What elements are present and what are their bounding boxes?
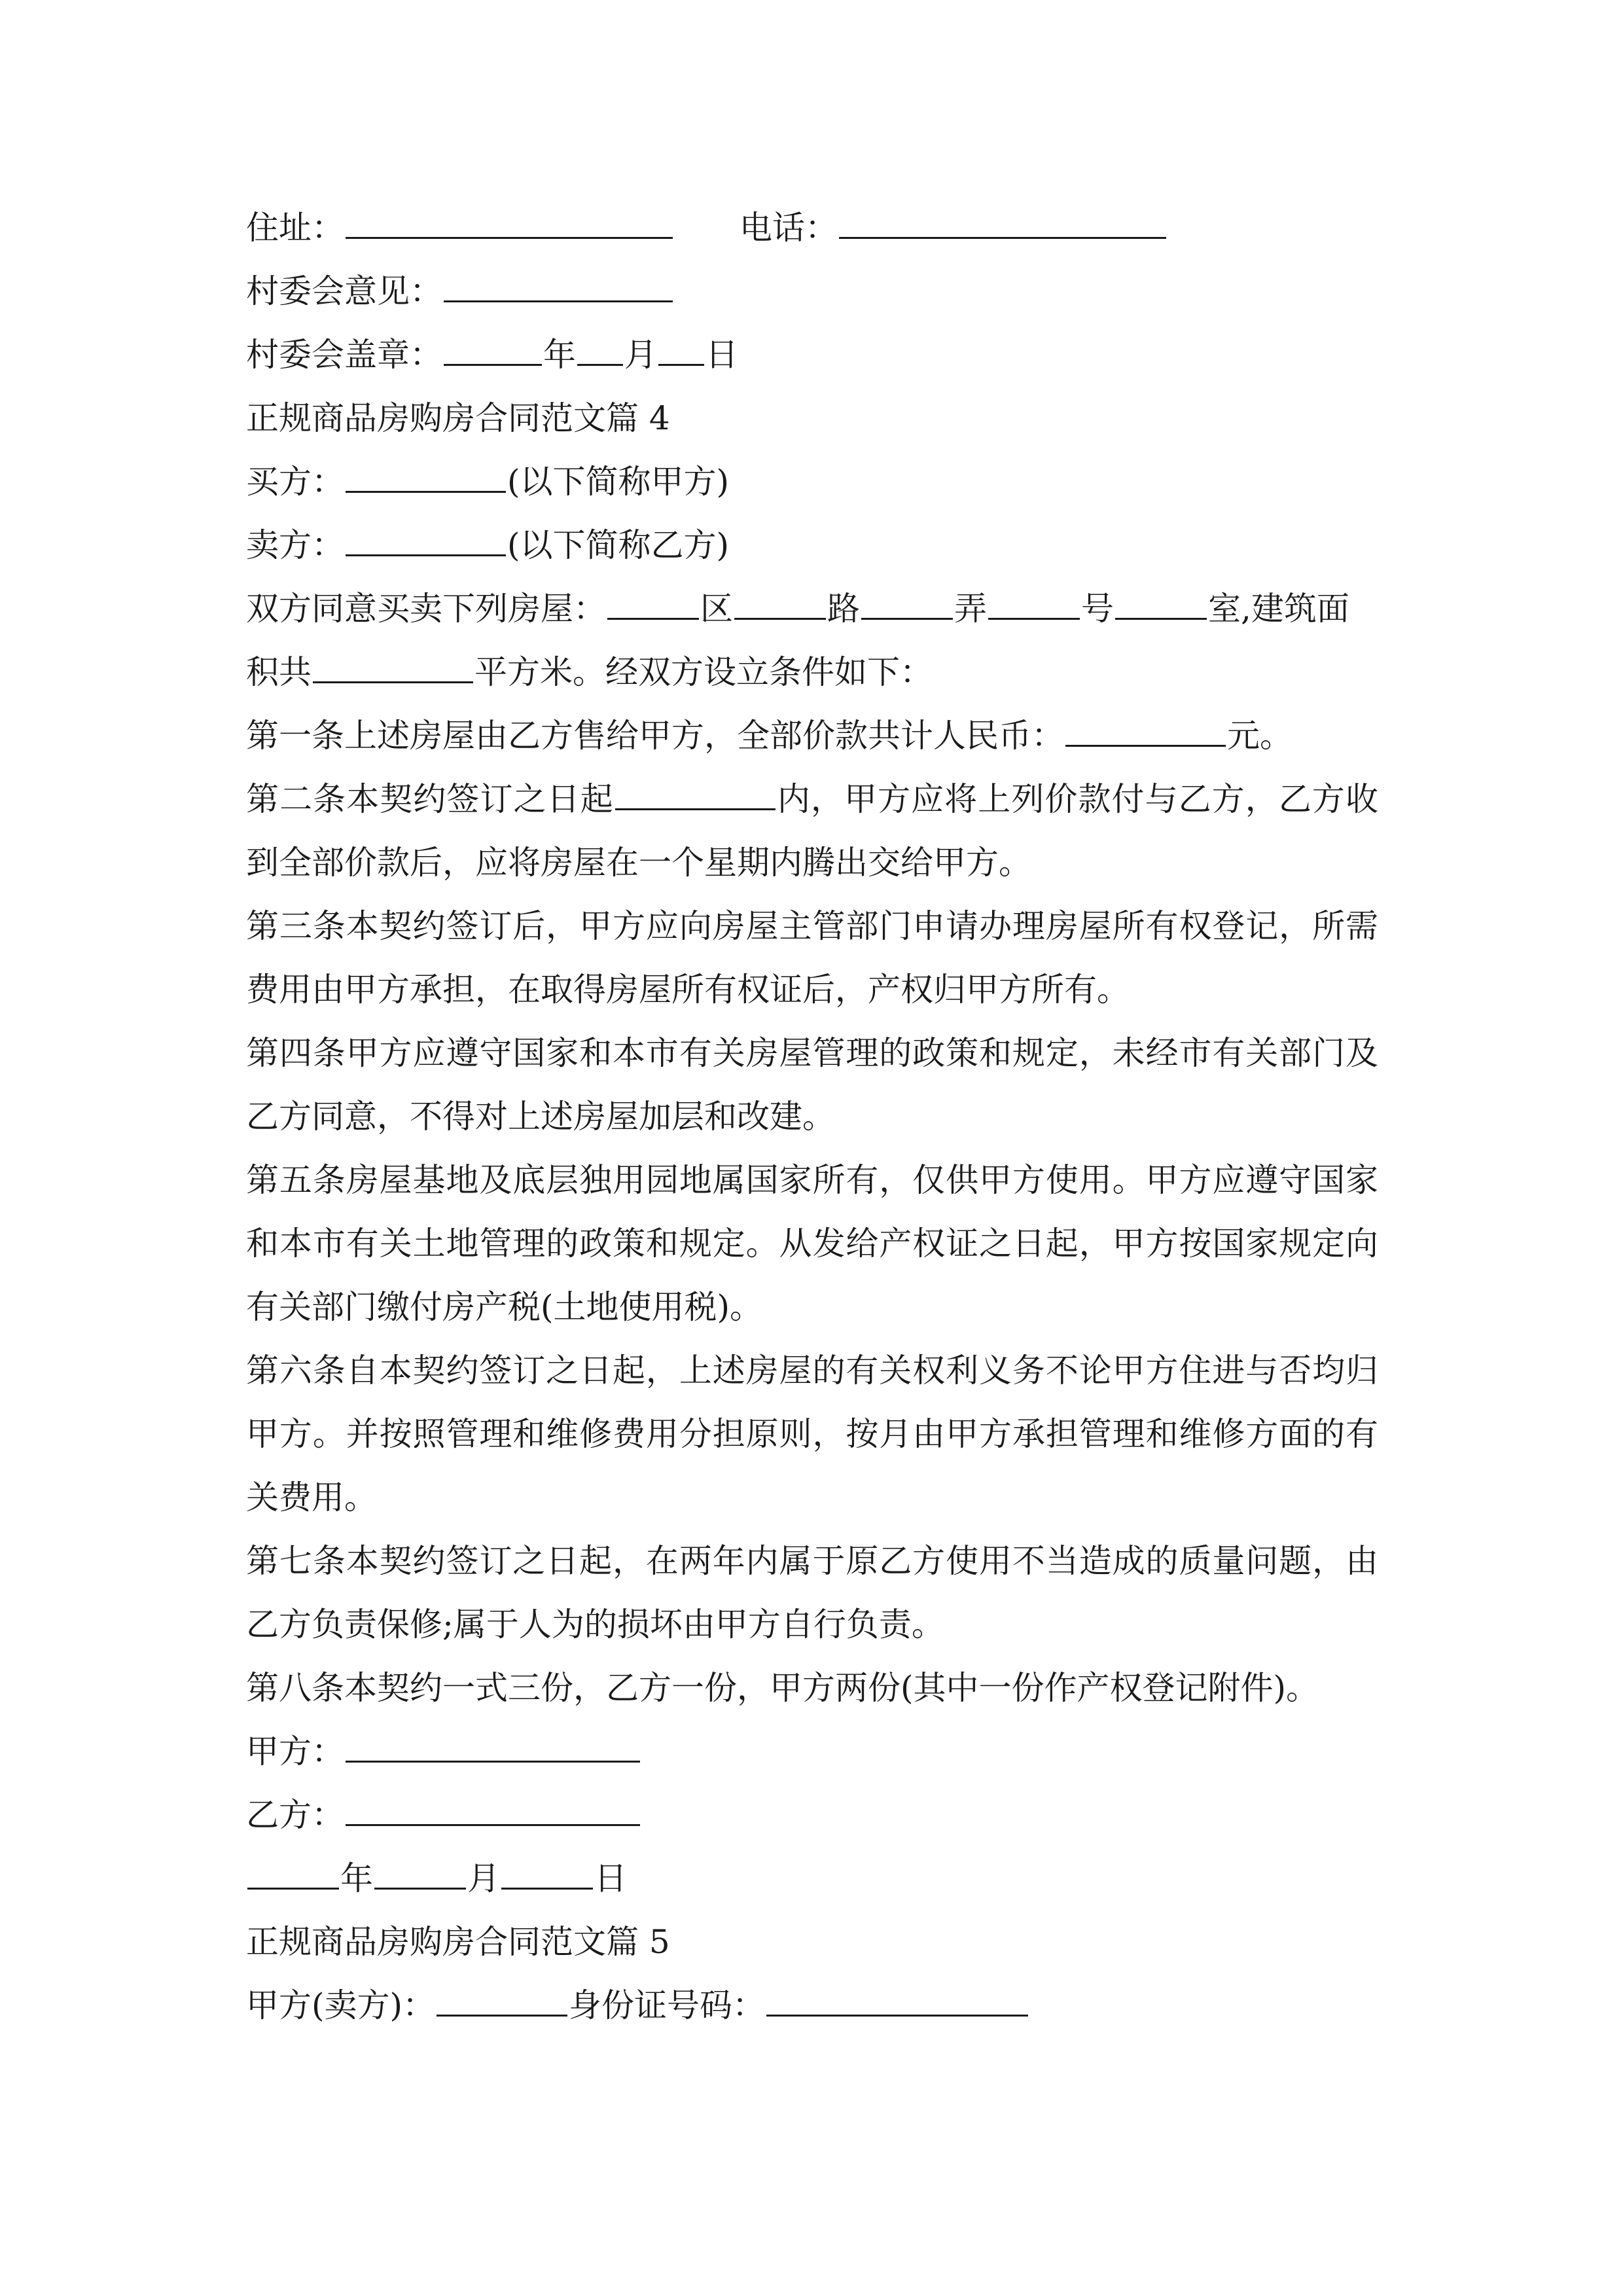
house-intro: 双方同意买卖下列房屋： (246, 590, 606, 628)
id-label: 身份证号码： (569, 1986, 766, 2024)
seal-month-label: 月 (624, 336, 657, 374)
area-line (246, 641, 1378, 704)
road-blank[interactable] (734, 588, 826, 620)
seller-label: 卖方： (246, 526, 344, 564)
id-blank[interactable] (766, 1984, 1028, 2017)
seal-month-blank[interactable] (577, 334, 623, 366)
village-seal-label: 村委会盖章： (246, 336, 442, 374)
article-2 (246, 768, 1378, 895)
buyer-suffix: (以下简称甲方) (507, 463, 730, 501)
signing-date-line (246, 1847, 1378, 1910)
room-blank[interactable] (1115, 588, 1207, 620)
phone-blank[interactable] (839, 207, 1166, 239)
district-label: 区 (700, 590, 733, 628)
village-opinion-line (246, 260, 1378, 323)
party-a-seller-label: 甲方(卖方)： (246, 1986, 436, 2024)
buyer-line (246, 450, 1378, 514)
seal-year-label: 年 (543, 336, 576, 374)
seller-line (246, 514, 1378, 577)
phone-label: 电话： (740, 209, 838, 247)
article-5: 第五条房屋基地及底层独用园地属国家所有，仅供甲方使用。甲方应遵守国家和本市有关土地管理的政策和规定。从发给产权证之日起，甲方按国家规定向有关部门缴付房产税(土地使用税)。 (246, 1161, 1378, 1326)
article-7: 第七条本契约签订之日起，在两年内属于原乙方使用不当造成的质量问题，由乙方负责保修;属于人为的损坏由甲方自行负责。 (246, 1542, 1378, 1643)
house-line (246, 577, 1378, 641)
sign-day-label: 日 (594, 1859, 627, 1897)
article-6: 第六条自本契约签订之日起，上述房屋的有关权利义务不论甲方住进与否均归甲方。并按照管理和维修费用分担原则，按月由甲方承担管理和维修方面的有关费用。 (246, 1352, 1378, 1516)
seal-day-blank[interactable] (658, 334, 704, 366)
road-label: 路 (827, 590, 860, 628)
party-b-blank[interactable] (346, 1794, 640, 1826)
sign-month-blank[interactable] (374, 1857, 466, 1890)
article-3: 第三条本契约签订后，甲方应向房屋主管部门申请办理房屋所有权登记，所需费用由甲方承担，在取得房屋所有权证后，产权归甲方所有。 (246, 907, 1378, 1009)
village-opinion-label: 村委会意见： (246, 272, 442, 310)
sign-year-blank[interactable] (247, 1857, 339, 1890)
party-a-label: 甲方： (246, 1732, 344, 1770)
party-a-seller-blank[interactable] (437, 1984, 567, 2017)
sign-month-label: 月 (467, 1859, 500, 1897)
area-prefix: 积共 (246, 653, 312, 691)
section5-title: 正规商品房购房合同范文篇 5 (246, 1923, 670, 1961)
article-8: 第八条本契约一式三份，乙方一份，甲方两份(其中一份作产权登记附件)。 (246, 1669, 1319, 1707)
party-b-line (246, 1784, 1378, 1847)
party-a-blank[interactable] (346, 1731, 640, 1763)
number-label: 号 (1081, 590, 1114, 628)
village-opinion-blank[interactable] (444, 270, 673, 302)
price-blank[interactable] (1065, 715, 1226, 747)
address-phone-line (246, 196, 1378, 260)
buyer-blank[interactable] (346, 461, 506, 493)
area-suffix: 平方米。经双方设立条件如下： (474, 653, 933, 691)
address-blank[interactable] (346, 207, 673, 239)
lane-blank[interactable] (861, 588, 953, 620)
room-label: 室,建筑面 (1208, 590, 1349, 628)
party-a-line (246, 1720, 1378, 1784)
article-1 (246, 704, 1378, 768)
district-blank[interactable] (607, 588, 699, 620)
payment-period-blank[interactable] (615, 778, 776, 810)
article-2-suffix: 内，甲方应将上列价款付与乙方，乙方收到全部价款后，应将房屋在一个星期内腾出交给甲方。 (246, 780, 1379, 882)
seal-year-blank[interactable] (444, 334, 542, 366)
article-4: 第四条甲方应遵守国家和本市有关房屋管理的政策和规定，未经市有关部门及乙方同意，不得对上述房屋加层和改建。 (246, 1034, 1378, 1136)
sign-day-blank[interactable] (501, 1857, 593, 1890)
seller-blank[interactable] (346, 524, 506, 556)
section4-title: 正规商品房购房合同范文篇 4 (246, 399, 670, 437)
lane-label: 弄 (954, 590, 987, 628)
number-blank[interactable] (988, 588, 1080, 620)
document-body (246, 196, 1378, 2037)
party-b-label: 乙方： (246, 1796, 344, 1834)
seal-day-label: 日 (705, 336, 738, 374)
seller-suffix: (以下简称乙方) (507, 526, 730, 564)
village-seal-line (246, 323, 1378, 387)
sign-year-label: 年 (340, 1859, 373, 1897)
article-2-text: 第二条本契约签订之日起 (246, 780, 614, 818)
party-a-seller-line (246, 1974, 1378, 2037)
article-1-suffix: 元。 (1227, 717, 1293, 755)
area-blank[interactable] (313, 651, 473, 683)
buyer-label: 买方： (246, 463, 344, 501)
article-1-text: 第一条上述房屋由乙方售给甲方，全部价款共计人民币： (246, 717, 1064, 755)
address-label: 住址： (246, 209, 344, 247)
